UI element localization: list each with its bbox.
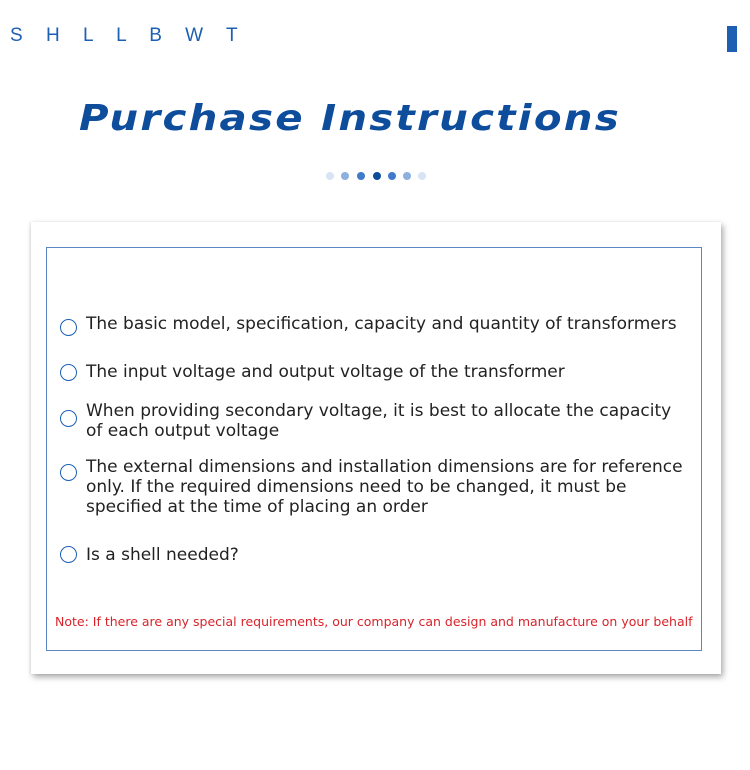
radio-circle-icon: [60, 319, 77, 336]
radio-circle-icon: [60, 464, 77, 481]
instruction-text: Is a shell needed?: [86, 545, 239, 565]
dot: [357, 172, 365, 180]
instructions-box: [46, 247, 702, 651]
instruction-text: The external dimensions and installation dimensions are for reference only. If the required dimensions need to be changed, it must be specified at the time of placing an order: [86, 457, 683, 517]
dot: [418, 172, 426, 180]
corner-accent-bar: [727, 26, 737, 52]
brand-name: S H L L B W T: [10, 25, 247, 46]
dot: [403, 172, 411, 180]
instruction-text: The input voltage and output voltage of the transformer: [86, 362, 565, 382]
radio-circle-icon: [60, 546, 77, 563]
radio-circle-icon: [60, 364, 77, 381]
instructions-card: [31, 222, 721, 674]
dot: [326, 172, 334, 180]
instruction-text: When providing secondary voltage, it is best to allocate the capacity of each output voltage: [86, 401, 672, 441]
note-text: Note: If there are any special requirements, our company can design and manufacture on your behalf: [55, 614, 693, 629]
instruction-text: The basic model, specification, capacity and quantity of transformers: [86, 314, 677, 334]
dot: [388, 172, 396, 180]
dot: [341, 172, 349, 180]
dot: [373, 172, 381, 180]
page-title: Purchase Instructions: [79, 98, 621, 139]
radio-circle-icon: [60, 410, 77, 427]
decorative-dots: [0, 172, 750, 182]
